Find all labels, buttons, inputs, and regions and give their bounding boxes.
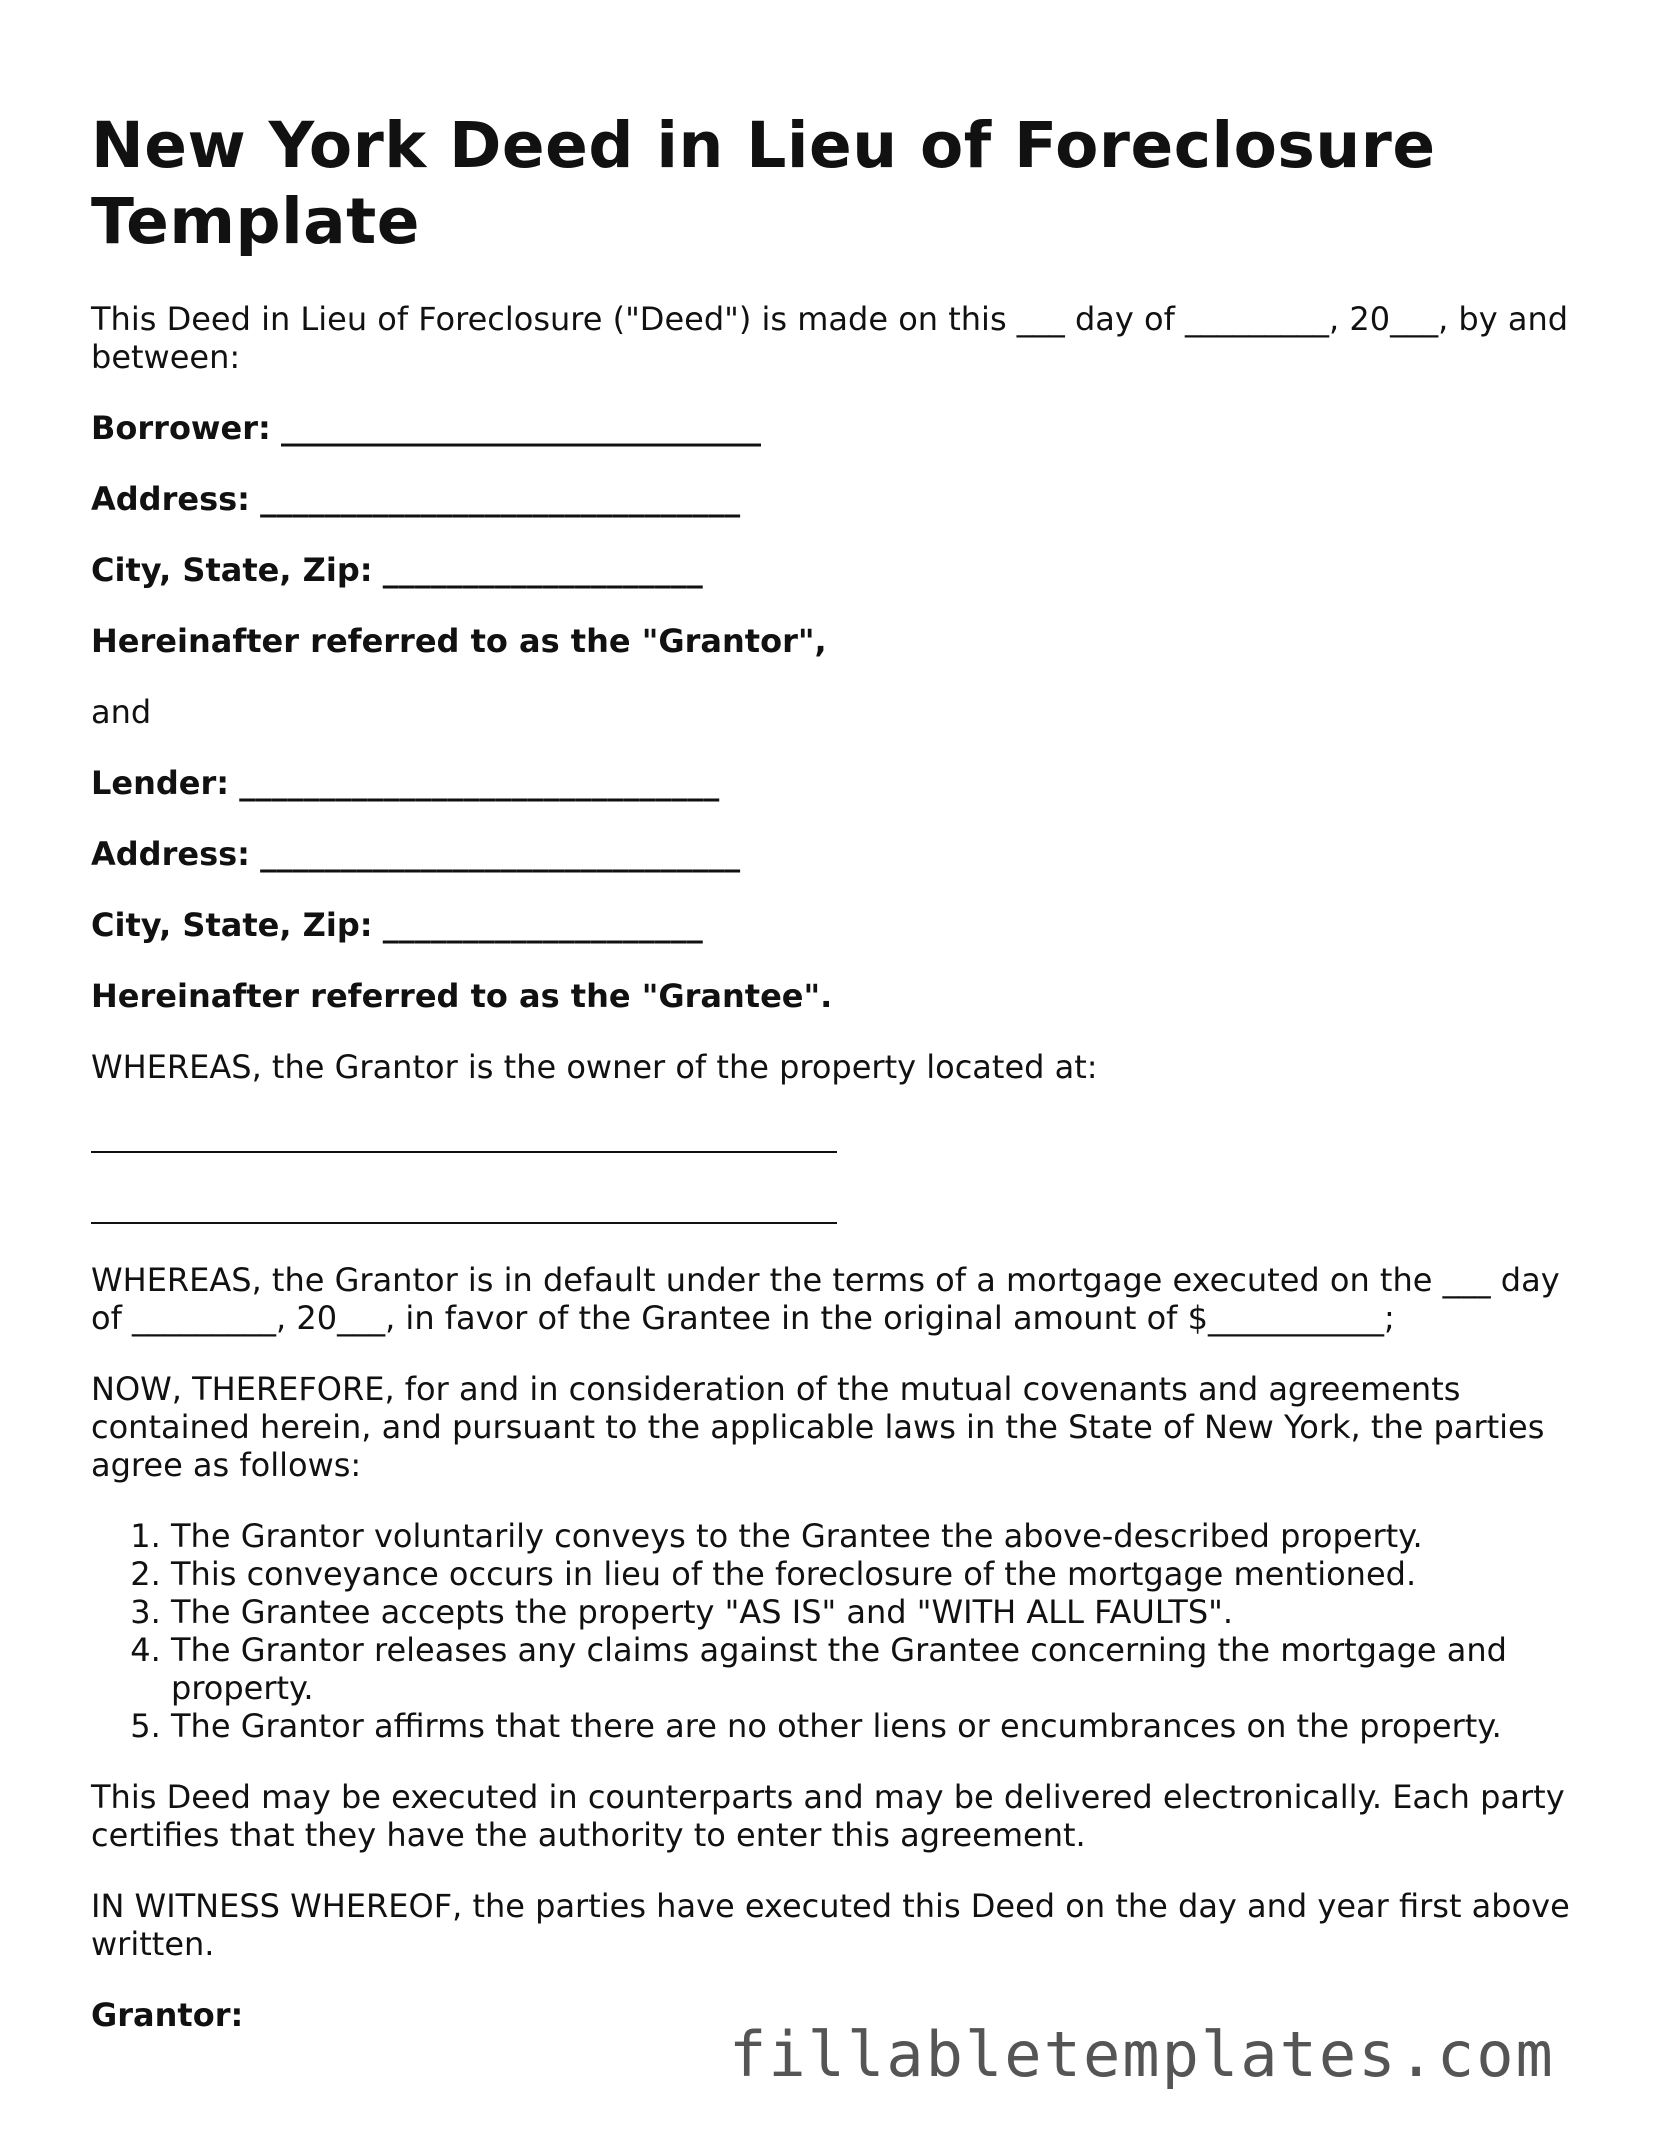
- document-title: New York Deed in Lieu of Foreclosure Template: [91, 109, 1436, 258]
- grantor-signature-label: Grantor:: [91, 1996, 244, 2034]
- borrower-city-blank[interactable]: ____________________: [382, 551, 703, 589]
- lender-label: Lender:: [91, 764, 230, 802]
- witness-paragraph: IN WITNESS WHEREOF, the parties have executed this Deed on the day and year first above written.: [91, 1887, 1570, 1963]
- grantor-referral: Hereinafter referred to as the "Grantor",: [91, 622, 827, 660]
- blank-rule: [91, 1222, 837, 1224]
- whereas-default-paragraph: WHEREAS, the Grantor is in default under the terms of a mortgage executed on the ___ day of _________, 20___, in favor of the Grantee in the original amount of $___________;: [91, 1261, 1560, 1337]
- property-address-line-2[interactable]: [91, 1190, 1591, 1228]
- list-item: 4. The Grantor releases any claims against the Grantee concerning the mortgage and property.: [171, 1631, 1591, 1707]
- borrower-city-field: [91, 551, 1591, 589]
- borrower-city-label: City, State, Zip:: [91, 551, 373, 589]
- list-item: 1. The Grantor voluntarily conveys to the Grantee the above-described property.: [171, 1517, 1591, 1555]
- lender-address-field: [91, 835, 1591, 873]
- list-item: 3. The Grantee accepts the property "AS IS" and "WITH ALL FAULTS".: [171, 1593, 1591, 1631]
- now-therefore-paragraph: NOW, THEREFORE, for and in consideration of the mutual covenants and agreements contained herein, and pursuant to the applicable laws in the State of New York, the parties agree as follows:: [91, 1370, 1545, 1484]
- lender-blank[interactable]: ______________________________: [239, 764, 720, 802]
- blank-rule: [91, 1151, 837, 1153]
- grantee-referral: Hereinafter referred to as the "Grantee".: [91, 977, 833, 1015]
- borrower-blank[interactable]: ______________________________: [280, 409, 761, 447]
- property-address-line-1[interactable]: [91, 1119, 1591, 1157]
- borrower-label: Borrower:: [91, 409, 271, 447]
- watermark: fillabletemplates.com: [729, 2018, 1555, 2091]
- document-page: [91, 108, 1591, 2067]
- and-text: and: [91, 693, 152, 731]
- borrower-address-label: Address:: [91, 480, 250, 518]
- lender-address-blank[interactable]: ______________________________: [260, 835, 741, 873]
- lender-city-blank[interactable]: ____________________: [382, 906, 703, 944]
- borrower-address-blank[interactable]: ______________________________: [260, 480, 741, 518]
- lender-field: [91, 764, 1591, 802]
- borrower-address-field: [91, 480, 1591, 518]
- counterparts-paragraph: This Deed may be executed in counterparts and may be delivered electronically. Each party certifies that they have the authority to enter this agreement.: [91, 1778, 1565, 1854]
- lender-city-label: City, State, Zip:: [91, 906, 373, 944]
- lender-address-label: Address:: [91, 835, 250, 873]
- list-item: 2. This conveyance occurs in lieu of the foreclosure of the mortgage mentioned.: [171, 1555, 1591, 1593]
- list-item: 5. The Grantor affirms that there are no other liens or encumbrances on the property.: [171, 1707, 1591, 1745]
- lender-city-field: [91, 906, 1591, 944]
- whereas-owner-paragraph: WHEREAS, the Grantor is the owner of the property located at:: [91, 1048, 1098, 1086]
- borrower-field: [91, 409, 1591, 447]
- terms-list: [91, 1517, 1591, 1745]
- intro-paragraph: This Deed in Lieu of Foreclosure ("Deed") is made on this ___ day of _________, 20___, by and between:: [91, 300, 1569, 376]
